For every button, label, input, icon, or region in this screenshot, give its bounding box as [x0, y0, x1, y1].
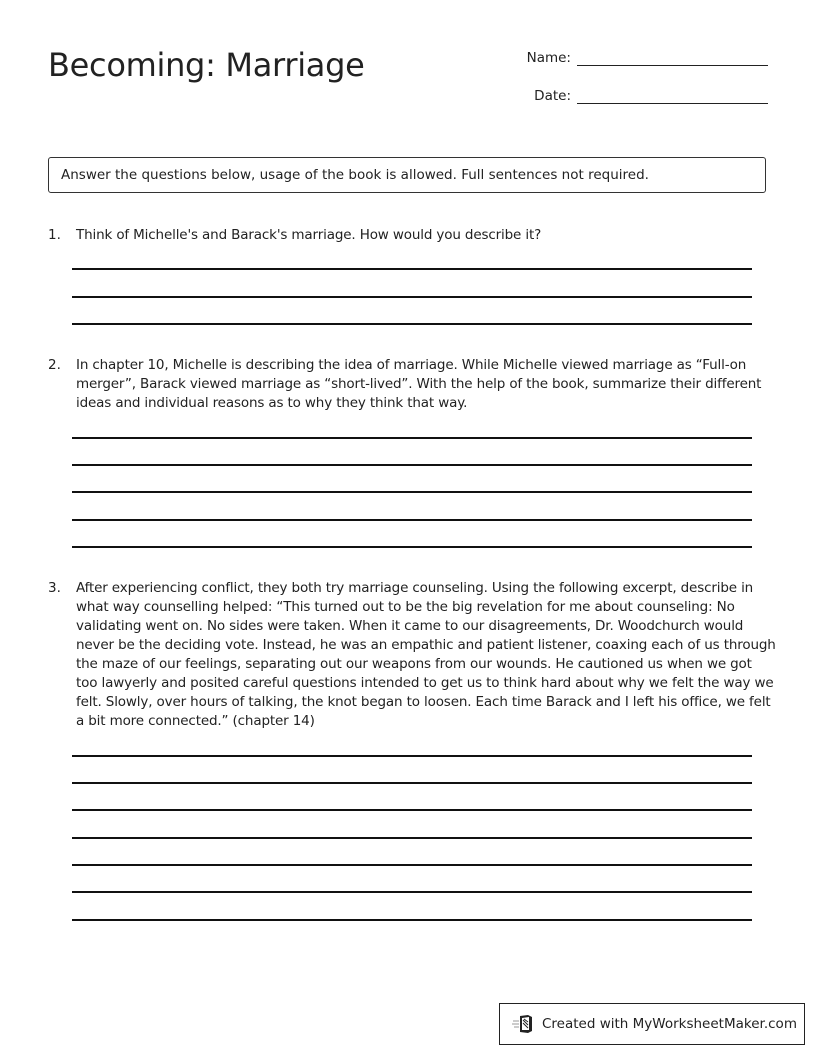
- answer-line[interactable]: [72, 809, 752, 811]
- footer-text: Created with MyWorksheetMaker.com: [542, 1016, 797, 1032]
- answer-line[interactable]: [72, 891, 752, 893]
- question-number: 2.: [48, 357, 61, 373]
- answer-line[interactable]: [72, 919, 752, 921]
- answer-line[interactable]: [72, 268, 752, 270]
- name-field[interactable]: [501, 50, 768, 66]
- answer-line[interactable]: [72, 296, 752, 298]
- footer-credit[interactable]: [499, 1003, 805, 1045]
- question-number: 1.: [48, 227, 61, 243]
- name-label: Name:: [526, 50, 571, 66]
- question-text: Think of Michelle's and Barack's marriage. How would you describe it?: [76, 227, 542, 243]
- question-1: [48, 226, 776, 245]
- answer-line[interactable]: [72, 519, 752, 521]
- answer-line[interactable]: [72, 864, 752, 866]
- answer-line[interactable]: [72, 491, 752, 493]
- answer-line[interactable]: [72, 755, 752, 757]
- question-3: [48, 579, 776, 731]
- question-2: [48, 356, 776, 413]
- date-label: Date:: [534, 88, 571, 104]
- name-input-line[interactable]: [577, 51, 768, 66]
- page-title: Becoming: Marriage: [48, 46, 365, 84]
- answer-line[interactable]: [72, 837, 752, 839]
- instructions-text: Answer the questions below, usage of the book is allowed. Full sentences not required.: [61, 167, 649, 183]
- question-text: In chapter 10, Michelle is describing the idea of marriage. While Michelle viewed marriage as “Full-on merger”, Barack viewed marriage as “short-lived”. With the help of the book, summarize their different ideas and individual reasons as to why they think that way.: [76, 357, 762, 411]
- answer-line[interactable]: [72, 782, 752, 784]
- instructions-box: [48, 157, 766, 193]
- question-text: After experiencing conflict, they both try marriage counseling. Using the following excerpt, describe in what way counselling helped: “This turned out to be the big revelation for me about counseling: No validating went on. No sides were taken. When it came to our disagreements, Dr. Woodchurch would never be the deciding vote. Instead, he was an empathic and patient listener, coaxing each of us through the maze of our feelings, separating out our weapons from our wounds. He cautioned us when we got too lawyerly and posited careful questions intended to get us to think hard about why we felt the way we felt. Slowly, over hours of talking, the knot began to loosen. Each time Barack and I left his office, we felt a bit more connected.” (chapter 14): [76, 580, 776, 729]
- answer-line[interactable]: [72, 323, 752, 325]
- answer-line[interactable]: [72, 437, 752, 439]
- answer-line[interactable]: [72, 546, 752, 548]
- date-field[interactable]: [501, 88, 768, 104]
- question-number: 3.: [48, 580, 61, 596]
- answer-line[interactable]: [72, 464, 752, 466]
- date-input-line[interactable]: [577, 89, 768, 104]
- worksheet-logo-icon: [512, 1014, 534, 1034]
